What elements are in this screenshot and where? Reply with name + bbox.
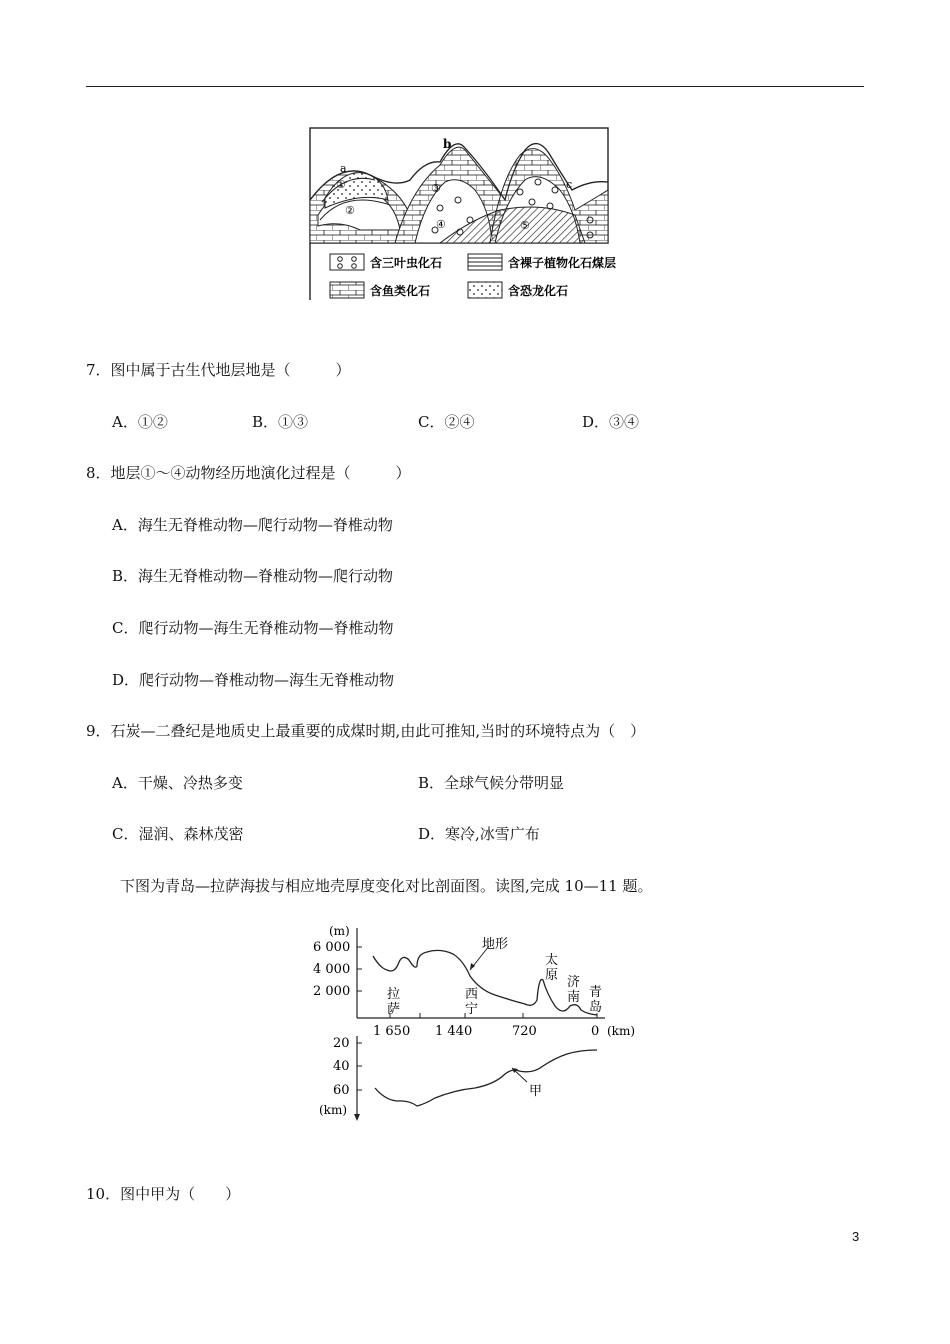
legend: [310, 243, 616, 300]
depth-tick-20: 20: [333, 1036, 350, 1051]
q9-option-b: B．全球气候分带明显: [418, 774, 565, 792]
jia-label: 甲: [529, 1084, 543, 1099]
q7-option-d: D．③④: [582, 413, 640, 431]
intro-text: 下图为青岛—拉萨海拔与相应地壳厚度变化对比剖面图。读图,完成 10—11 题。: [120, 877, 653, 895]
x-tick-0: 0: [591, 1024, 600, 1039]
profile-figure: [305, 918, 645, 1133]
y-tick-2000: 2 000: [313, 984, 351, 999]
x-tick-1440: 1 440: [435, 1024, 473, 1039]
q7-option-b: B．①③: [252, 413, 309, 431]
strata-figure: [300, 120, 620, 310]
x-tick-1650: 1 650: [373, 1024, 411, 1039]
q9-stem: 9．石炭—二叠纪是地质史上最重要的成煤时期,由此可推知,当时的环境特点为（ ）: [86, 722, 646, 740]
city-taiyuan-1: 太: [545, 953, 559, 968]
x-unit: (km): [607, 1024, 636, 1038]
terrain-curve: [373, 950, 597, 1015]
y-tick-4000: 4 000: [313, 962, 351, 977]
label-5: ⑤: [520, 219, 530, 232]
depth-tick-40: 40: [333, 1059, 350, 1074]
x-tick-720: 720: [512, 1024, 537, 1039]
city-qingdao-1: 青: [589, 985, 603, 1000]
city-xining-1: 西: [465, 987, 479, 1002]
city-jinan-1: 济: [567, 975, 581, 990]
q8-stem: 8．地层①～④动物经历地演化过程是（ ）: [86, 464, 411, 482]
q8-option-d: D．爬行动物—脊椎动物—海生无脊椎动物: [112, 671, 395, 689]
q9-option-d: D．寒冷,冰雪广布: [418, 825, 540, 843]
terrain-label: 地形: [482, 937, 509, 952]
city-lasa-1: 拉: [387, 987, 401, 1002]
city-taiyuan-2: 原: [545, 968, 559, 983]
crust-curve: [375, 1050, 597, 1106]
label-a: a: [340, 162, 347, 175]
q9-option-c: C．湿润、森林茂密: [112, 825, 244, 843]
city-xining-2: 宁: [465, 1002, 479, 1017]
q7-stem: 7．图中属于古生代地层地是（ ）: [86, 361, 351, 379]
label-2: ②: [345, 204, 355, 217]
q9-option-a: A．干燥、冷热多变: [112, 774, 243, 792]
label-1: ①: [336, 178, 346, 191]
q10-stem: 10．图中甲为（ ）: [86, 1185, 241, 1203]
city-lasa-2: 萨: [387, 1002, 401, 1017]
city-jinan-2: 南: [567, 990, 581, 1005]
q8-option-b: B．海生无脊椎动物—脊椎动物—爬行动物: [112, 567, 394, 585]
q7-option-a: A．①②: [112, 413, 168, 431]
legend-trilobite: 含三叶虫化石: [370, 256, 443, 270]
legend-fish: 含鱼类化石: [370, 284, 431, 298]
upper-y-unit: (m): [329, 924, 350, 938]
depth-tick-60: 60: [333, 1083, 350, 1098]
y-tick-6000: 6 000: [313, 940, 351, 955]
header-rule: [86, 86, 864, 87]
legend-dinosaur: 含恐龙化石: [508, 284, 569, 298]
label-c: c: [566, 178, 573, 191]
page-number: 3: [852, 1229, 860, 1244]
city-qingdao-2: 岛: [589, 1000, 603, 1015]
q7-option-c: C．②④: [418, 413, 475, 431]
legend-gymnosperm: 含裸子植物化石煤层: [508, 256, 617, 270]
depth-unit: (km): [319, 1103, 348, 1117]
label-4: ④: [436, 218, 446, 231]
q8-option-c: C．爬行动物—海生无脊椎动物—脊椎动物: [112, 619, 394, 637]
label-3: ③: [431, 182, 441, 195]
label-b: b: [443, 137, 452, 151]
q8-option-a: A．海生无脊椎动物—爬行动物—脊椎动物: [112, 516, 393, 534]
